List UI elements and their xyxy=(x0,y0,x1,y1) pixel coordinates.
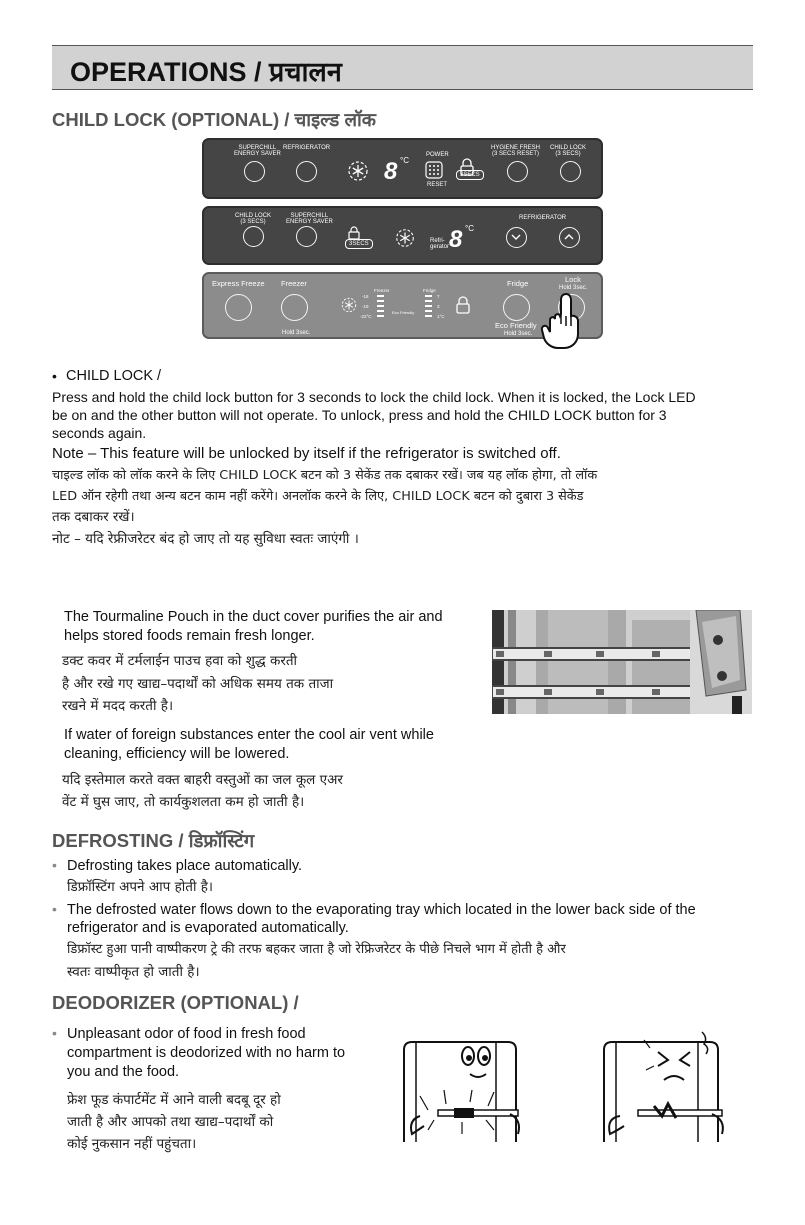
happy-fridge-illustration xyxy=(398,1030,524,1148)
child-lock-en-line-3: seconds again. xyxy=(52,425,147,441)
panel1-refrigerator-button[interactable] xyxy=(296,161,317,182)
page-title: OPERATIONS / प्रचालन xyxy=(70,57,342,87)
panel3-express-freeze-button[interactable] xyxy=(225,294,252,321)
panel3-fridge-label: Fridge xyxy=(507,279,529,288)
child-lock-en-line-1: Press and hold the child lock button for 3 seconds to lock the child lock. When it is locked, the Lock LED xyxy=(52,389,696,405)
tourmaline-en-line-2: helps stored foods remain fresh longer. xyxy=(64,628,315,644)
child-lock-hi-line-1: चाइल्ड लॉक को लॉक करने के लिए CHILD LOCK बटन को 3 सेकेंड तक दबाकर रखें। जब यह लॉक होगा, तो लॉक xyxy=(52,468,598,483)
padlock-icon xyxy=(456,296,470,314)
panel2-superchill-button[interactable] xyxy=(296,226,317,247)
panel3-scale-left-0: -16 xyxy=(362,294,369,299)
panel3-scale-right-2: 1°C xyxy=(437,314,445,319)
tourmaline-hi-line-2: है और रखे गए खाद्य–पदार्थों को अधिक समय तक ताजा xyxy=(62,676,334,692)
defrosting-item2-en-1: The defrosted water flows down to the evaporating tray which located in the lower back side of the xyxy=(67,902,696,918)
operations-banner xyxy=(52,45,753,90)
tourmaline-warn-en-2: cleaning, efficiency will be lowered. xyxy=(64,746,290,762)
control-panel-2 xyxy=(202,206,603,265)
child-lock-note-en: Note – This feature will be unlocked by itself if the refrigerator is switched off. xyxy=(52,445,561,462)
tourmaline-en-line-1: The Tourmaline Pouch in the duct cover purifies the air and xyxy=(64,609,443,625)
deodorizer-heading: DEODORIZER (OPTIONAL) / xyxy=(52,992,299,1013)
child-lock-hi-line-2: LED ऑन रहेगी तथा अन्य बटन काम नहीं करेंगे। अनलॉक करने के लिए, CHILD LOCK बटन को दुबारा 3 सेकेंड xyxy=(52,489,584,504)
panel2-down-button[interactable] xyxy=(506,227,527,248)
tourmaline-warn-hi-2: वेंट में घुस जाए, तो कार्यकुशलता कम हो जाती है। xyxy=(62,794,305,810)
panel3-fridge-small: Fridge xyxy=(423,288,436,293)
panel3-freezer-label: Freezer xyxy=(281,279,307,288)
child-lock-note-hi: नोट – यदि रेफ्रीजरेटर बंद हो जाए तो यह सुविधा स्वतः जाएंगी । xyxy=(52,531,359,547)
defrosting-item1-en: Defrosting takes place automatically. xyxy=(67,858,303,874)
panel3-express-freeze-label: Express Freeze xyxy=(212,279,265,288)
panel2-superchill-label: SUPERCHILL ENERGY SAVER xyxy=(286,213,333,225)
child-lock-en-line-2: be on and the other button will not operate. To unlock, press and hold the CHILD LOCK button for 3 xyxy=(52,407,667,423)
panel3-scale-left-1: -19 xyxy=(362,304,369,309)
panel2-3secs-badge: 3SECS xyxy=(345,239,373,249)
panel3-scale-right-0: 7 xyxy=(437,294,440,299)
pointing-hand-icon xyxy=(540,290,584,354)
padlock-icon xyxy=(348,226,360,240)
panel1-hygiene-button[interactable] xyxy=(507,161,528,182)
defrosting-item2-en-2: refrigerator and is evaporated automatically. xyxy=(67,920,349,936)
panel2-refrigerator-label: REFRIGERATOR xyxy=(519,215,567,221)
power-icon xyxy=(424,160,444,180)
child-lock-heading: CHILD LOCK (OPTIONAL) / चाइल्ड लॉक xyxy=(52,109,376,130)
child-lock-bullet-title: CHILD LOCK / xyxy=(66,368,162,384)
deodorizer-en-line-1: Unpleasant odor of food in fresh food xyxy=(67,1026,306,1042)
defrosting-heading: DEFROSTING / डिफ्रॉस्टिंग xyxy=(52,830,255,851)
defrosting-item1-hi: डिफ्रॉस्टिंग अपने आप होती है। xyxy=(67,879,214,895)
defrosting-item2-hi-2: स्वतः वाष्पीकृत हो जाती है। xyxy=(67,964,200,980)
tourmaline-warn-hi-1: यदि इस्तेमाल करते वक्त बाहरी वस्तुओं का जल कूल एअर xyxy=(62,772,343,788)
panel1-temp-digit: 8 xyxy=(384,158,398,185)
child-lock-hi-line-3: तक दबाकर रखें। xyxy=(52,509,135,525)
panel1-childlock-label: CHILD LOCK (3 SECS) xyxy=(550,145,587,157)
panel1-reset-label: RESET xyxy=(427,182,448,188)
panel3-eco-small: Eco Friendly xyxy=(392,310,415,315)
panel3-eco-friendly-label: Eco Friendly xyxy=(495,321,537,330)
bullet-dot: • xyxy=(52,1025,57,1041)
smelly-fridge-illustration xyxy=(598,1030,728,1148)
panel3-freezer-small: Freezer xyxy=(374,288,390,293)
chevron-down-icon xyxy=(507,228,525,246)
deodorizer-en-line-3: you and the food. xyxy=(67,1064,180,1080)
panel1-superchill-button[interactable] xyxy=(244,161,265,182)
fridge-level-bars xyxy=(424,294,434,320)
panel1-power-label: POWER xyxy=(426,152,449,158)
panel3-hold-eco: Hold 3sec. xyxy=(504,331,533,337)
snowflake-icon xyxy=(346,159,370,183)
panel3-lock-label: Lock xyxy=(565,275,581,284)
panel1-3secs-badge: 3SECS xyxy=(456,170,484,180)
deodorizer-hi-line-3: कोई नुकसान नहीं पहुंचता। xyxy=(67,1136,197,1152)
snowflake-icon xyxy=(394,227,416,249)
bullet-dot: • xyxy=(52,901,57,917)
control-panel-1 xyxy=(202,138,603,199)
panel2-up-button[interactable] xyxy=(559,227,580,248)
freezer-level-bars xyxy=(376,294,386,320)
panel3-fridge-button[interactable] xyxy=(503,294,530,321)
tourmaline-warn-en-1: If water of foreign substances enter the cool air vent while xyxy=(64,727,434,743)
panel3-hold-lock: Hold 3sec. xyxy=(559,285,588,291)
panel2-temp-digit: 8 xyxy=(449,226,463,253)
tourmaline-hi-line-1: डक्ट कवर में टर्मलाईन पाउच हवा को शुद्ध करती xyxy=(62,653,298,669)
bullet-dot: • xyxy=(52,368,57,384)
panel2-childlock-label: CHILD LOCK (3 SECS) xyxy=(235,213,272,225)
chevron-up-icon xyxy=(560,228,578,246)
panel3-hold-left: Hold 3sec. xyxy=(282,330,311,336)
panel1-refrigerator-label: REFRIGERATOR xyxy=(283,145,331,151)
deodorizer-hi-line-1: फ्रेश फूड कंपार्टमेंट में आने वाली बदबू दूर हो xyxy=(67,1092,281,1108)
panel3-scale-left-2: -22°C xyxy=(360,314,372,319)
defrosting-item2-hi-1: डिफ्रॉस्ट हुआ पानी वाष्पीकरण ट्रे की तरफ बहकर जाता है जो रेफ्रिजरेटर के पीछे निचले भाग में होती है और xyxy=(67,942,566,957)
panel1-temp-unit: °C xyxy=(400,156,409,165)
panel1-hygiene-label: HYGIENE FRESH (3 SECS RESET) xyxy=(491,145,541,157)
panel3-scale-right-1: 3 xyxy=(437,304,440,309)
bullet-dot: • xyxy=(52,857,57,873)
panel1-superchill-label: SUPERCHILL ENERGY SAVER xyxy=(234,145,281,157)
duct-cover-photo xyxy=(492,610,752,714)
panel2-side-label: Refri- gerator xyxy=(430,238,450,250)
tourmaline-hi-line-3: रखने में मदद करती है। xyxy=(62,698,174,714)
panel1-childlock-button[interactable] xyxy=(560,161,581,182)
snowflake-icon xyxy=(340,296,358,314)
deodorizer-en-line-2: compartment is deodorized with no harm to xyxy=(67,1045,346,1061)
panel3-freezer-button[interactable] xyxy=(281,294,308,321)
panel2-temp-unit: °C xyxy=(465,224,474,233)
deodorizer-hi-line-2: जाती है और आपको तथा खाद्य–पदार्थों को xyxy=(67,1114,274,1130)
panel2-childlock-button[interactable] xyxy=(243,226,264,247)
